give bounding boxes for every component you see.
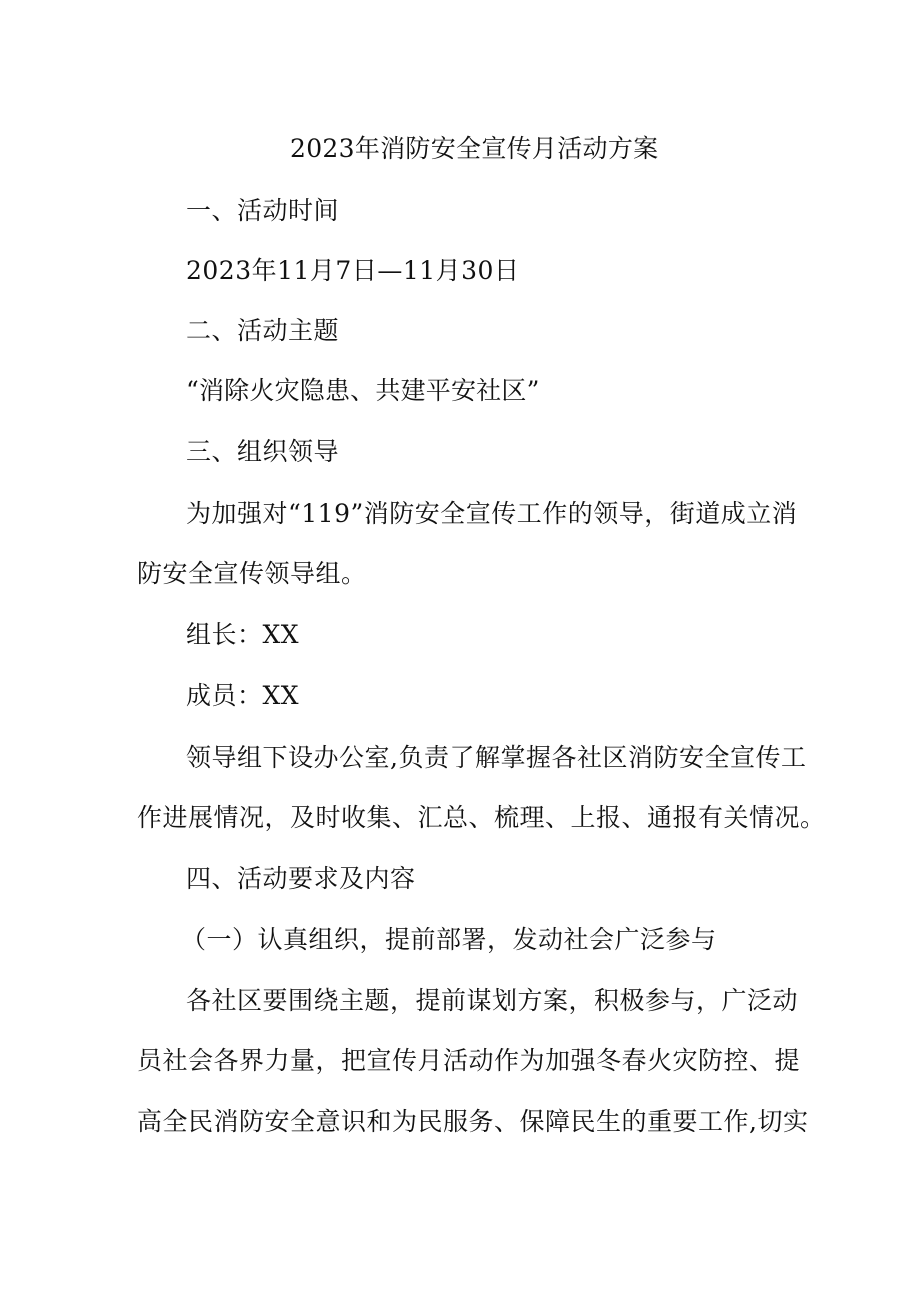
office-paragraph-line-1: 领导组下设办公室,负责了解掌握各社区消防安全宣传工 <box>186 743 807 772</box>
group-members-line: 成员：XX <box>186 681 300 710</box>
section-heading-requirements: 四、活动要求及内容 <box>186 864 416 893</box>
office-paragraph-line-2: 作进展情况，及时收集、汇总、梳理、上报、通报有关情况。 <box>137 803 826 832</box>
activity-theme-text: “消除火灾隐患、共建平安社区” <box>186 376 540 405</box>
section-heading-theme: 二、活动主题 <box>186 316 340 345</box>
requirements-paragraph-line-2: 员社会各界力量，把宣传月活动作为加强冬春火灾防控、提 <box>137 1046 801 1075</box>
subsection-heading-1: （一）认真组织，提前部署，发动社会广泛参与 <box>181 925 717 954</box>
leadership-paragraph-line-2: 防安全宣传领导组。 <box>137 559 367 588</box>
section-heading-leadership: 三、组织领导 <box>186 437 340 466</box>
activity-time-text: 2023年11月7日—11月30日 <box>186 256 520 285</box>
section-heading-time: 一、活动时间 <box>186 196 340 225</box>
leadership-paragraph-line-1: 为加强对“119”消防安全宣传工作的领导，街道成立消 <box>186 499 798 528</box>
group-leader-line: 组长：XX <box>186 620 300 649</box>
document-title: 2023年消防安全宣传月活动方案 <box>290 134 659 163</box>
requirements-paragraph-line-1: 各社区要围绕主题，提前谋划方案，积极参与，广泛动 <box>186 986 799 1015</box>
requirements-paragraph-line-3: 高全民消防安全意识和为民服务、保障民生的重要工作,切实 <box>137 1107 809 1136</box>
